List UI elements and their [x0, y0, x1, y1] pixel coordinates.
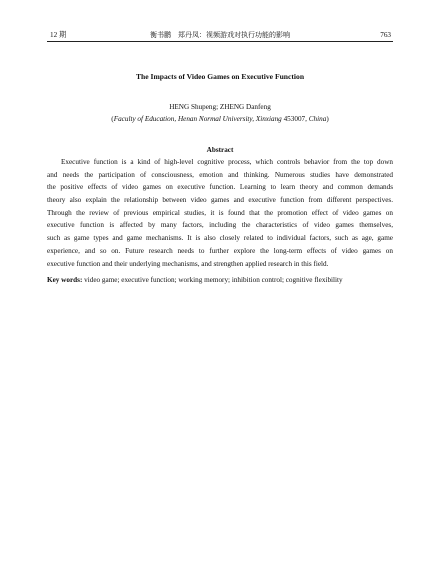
abstract-line: Executive function is a kind of high-level cognitive process, which controls behavior from the top down	[61, 158, 393, 166]
keywords	[47, 274, 393, 286]
abstract-line: theory also explain the relationship between video games and executive function from different perspectives.	[47, 196, 393, 205]
affiliation-country: China	[308, 115, 327, 123]
keywords-text: video game; executive function; working memory; inhibition control; cognitive flexibility	[82, 276, 343, 284]
running-title: 衡书鹏 郑丹凤：视频游戏对执行功能的影响	[150, 31, 290, 39]
abstract-line: such as game types and game mechanisms. It is also closely related to individual factors, such as age, game	[47, 234, 393, 243]
paper-title: The Impacts of Video Games on Executive Function	[135, 72, 305, 81]
abstract-heading: Abstract	[206, 146, 234, 154]
abstract-line: executive function and their underlying mechanisms, and strengthen applied research in this field.	[47, 259, 329, 268]
abstract-line: experience, and so on. Future research needs to further explore the long-term effects of video games on	[47, 246, 393, 255]
author-list: HENG Shupeng; ZHENG Danfeng	[169, 103, 271, 111]
page-number: 763	[380, 31, 391, 39]
affiliation-open-paren: (	[111, 115, 114, 123]
issue-number: 12 期	[50, 31, 67, 39]
abstract-line: executive function is affected by many factors, including the characteristics of video games themselves,	[47, 221, 393, 230]
running-header	[47, 29, 393, 41]
keywords-label: Key words:	[47, 276, 83, 284]
affiliation-close-paren: )	[326, 115, 329, 123]
abstract-line: Through the review of previous empirical studies, it is found that the promotion effect of video games on	[47, 208, 393, 217]
abstract-body	[47, 156, 393, 270]
header-rule	[47, 41, 393, 42]
abstract-line: and needs the participation of consciousness, emotion and thinking. Numerous studies have demonstrated	[47, 170, 393, 179]
author-affiliation	[47, 114, 393, 125]
abstract-line: the positive effects of video games on executive function. Learning to learn theory and common demands	[47, 183, 393, 192]
affiliation-institution: Faculty of Education, Henan Normal University, Xinxiang	[113, 115, 282, 123]
affiliation-postcode: 453007,	[281, 115, 309, 123]
